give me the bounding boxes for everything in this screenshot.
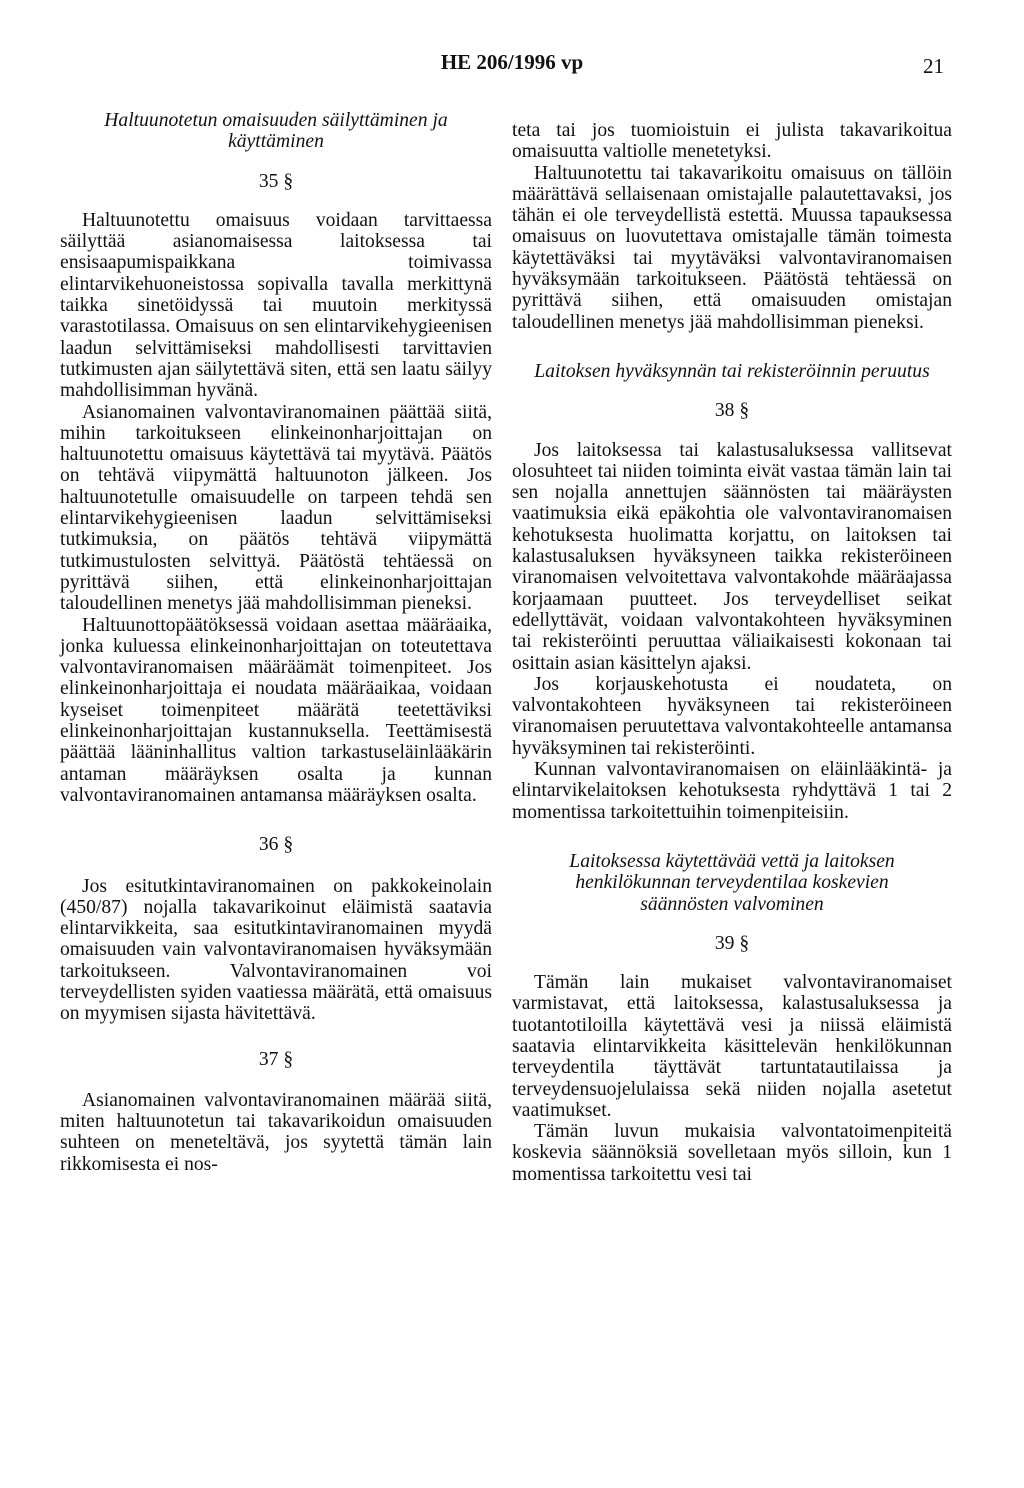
left-column	[60, 112, 492, 1175]
section-39-number: 39 §	[714, 932, 750, 954]
section-38-paragraph-3: Kunnan valvontaviranomaisen on eläinlääkintä- ja elintarvikelaitoksen kehotuksesta ryhdyttävä 1 tai 2 momentissa tarkoitettuihin toimenpiteisiin.	[512, 759, 952, 823]
section-37-paragraph-1-continued: teta tai jos tuomioistuin ei julista takavarikoitua omaisuutta valtiolle menetetyksi.	[512, 120, 952, 163]
section-38-number: 38 §	[714, 400, 750, 422]
section-39-paragraph-1: Tämän lain mukaiset valvontaviranomaiset varmistavat, että laitoksessa, kalastusaluksessa ja tuotantotiloilla käytettävä vesi ja niissä eläimistä saatavia elintarvikkeita käsittelevän henkilökunnan terveydentila täyttävät tartuntatautilaissa ja terveydensuojelulaissa sekä niiden nojalla asetetut vaatimukset.	[512, 972, 952, 1121]
section-39-paragraph-2: Tämän luvun mukaisia valvontatoimenpiteitä koskevia säännöksiä sovelletaan myös silloin, kun 1 momentissa tarkoitettu vesi tai	[512, 1121, 952, 1185]
section-36-number: 36 §	[258, 834, 294, 856]
section-35-paragraph-3: Haltuunottopäätöksessä voidaan asettaa määräaika, jonka kuluessa elinkeinonharjoittajan on toteutettava valvontaviranomaisen määräämät toimenpiteet. Jos elinkeinonharjoittaja ei noudata määräaikaa, voidaan kyseiset toimenpiteet määrätä teetettäviksi elinkeinonharjoittajan kustannuksella. Teettämisestä päättää lääninhallitus valtion tarkastuseläinlääkärin antaman määräyksen osalta ja kunnan valvontaviranomainen antamansa määräyksen osalta.	[60, 614, 492, 806]
section-35-number: 35 §	[258, 170, 294, 192]
document-title: HE 206/1996 vp	[440, 50, 584, 74]
section-38-paragraph-2: Jos korjauskehotusta ei noudateta, on valvontakohteen hyväksyneen tai rekisteröineen viranomaisen peruutettava valvontakohteelle antamansa hyväksyminen tai rekisteröinti.	[512, 673, 952, 759]
section-37-number: 37 §	[258, 1048, 294, 1070]
section-35-paragraph-1: Haltuunotettu omaisuus voidaan tarvittaessa säilyttää asianomaisessa laitoksessa tai ensisaapumispaikkana toimivassa elintarvikehuoneistossa sopivalla tavalla merkittynä taikka sinetöidyssä tai muutoin merkityssä varastotilassa. Omaisuus on sen elintarvikehygieenisen laadun selvittämiseksi mahdollisesti tarvittavien tutkimusten ajan säilytettävä siten, että sen laatu säilyy mahdollisimman hyvänä.	[60, 209, 492, 402]
page-header	[0, 46, 1024, 80]
section-35-heading: Haltuunotetun omaisuuden säilyttäminen ja käyttäminen	[104, 110, 448, 153]
right-column	[512, 112, 952, 1185]
section-39-heading: Laitoksessa käytettävää vettä ja laitoksen henkilökunnan terveydentilaa koskevien säännösten valvominen	[569, 850, 895, 915]
section-37-paragraph-2: Haltuunotettu tai takavarikoitu omaisuus on tällöin määrättävä sellaisenaan omistajalle palautettavaksi, jos tähän ei ole terveydellistä estettä. Muussa tapauksessa omaisuus on luovutettava omistajalle tämän toimesta käytettäväksi tai myytäväksi valvontaviranomaisen hyväksymään tarkoitukseen. Päätöstä tehtäessä on pyrittävä siihen, että omaisuuden omistajan taloudellinen menetys jää mahdollisimman pieneksi.	[512, 162, 952, 333]
section-38-paragraph-1: Jos laitoksessa tai kalastusaluksessa vallitsevat olosuhteet tai niiden toiminta eivät vastaa tämän lain tai sen nojalla annettujen säännösten tai määräysten vaatimuksia eikä epäkohtia ole valvontaviranomaisen kehotuksesta huolimatta korjattu, on laitoksen tai kalastusaluksen hyväksyneen taikka rekisteröineen viranomaisen velvoitettava valvontakohde määräajassa korjaamaan puutteet. Jos terveydelliset seikat edellyttävät, voidaan valvontakohteen hyväksyminen tai rekisteröinti peruuttaa väliaikaisesti kokonaan tai osittain asian käsittelyn ajaksi.	[512, 439, 952, 674]
section-36-paragraph-1: Jos esitutkintaviranomainen on pakkokeinolain (450/87) nojalla takavarikoinut eläimistä saatavia elintarvikkeita, saa esitutkintaviranomainen myydä omaisuuden vain valvontaviranomaisen hyväksymään tarkoitukseen. Valvontaviranomainen voi terveydellisten syiden vaatiessa määrätä, että omaisuus on myymisen sijasta hävitettävä.	[60, 875, 492, 1025]
section-37-paragraph-1: Asianomainen valvontaviranomainen määrää siitä, miten haltuunotetun tai takavarikoidun omaisuuden suhteen on meneteltävä, jos syytettä tämän lain rikkomisesta ei nos-	[60, 1089, 492, 1175]
section-38-heading: Laitoksen hyväksynnän tai rekisteröinnin peruutus	[534, 360, 930, 382]
page-number: 21	[923, 54, 944, 78]
section-35-paragraph-2: Asianomainen valvontaviranomainen päättää siitä, mihin tarkoitukseen elinkeinonharjoittajan on haltuunotettu omaisuus käytettävä tai myytävä. Päätös on tehtävä viipymättä haltuunoton jälkeen. Jos haltuunotetulle omaisuudelle on tarpeen tehdä sen elintarvikehygieenisen laadun selvittämiseksi tutkimuksia, on päätös tehtävä viipymättä tutkimustulosten selvittyä. Päätöstä tehtäessä on pyrittävä siihen, että elinkeinonharjoittajan taloudellinen menetys jää mahdollisimman pieneksi.	[60, 401, 492, 615]
